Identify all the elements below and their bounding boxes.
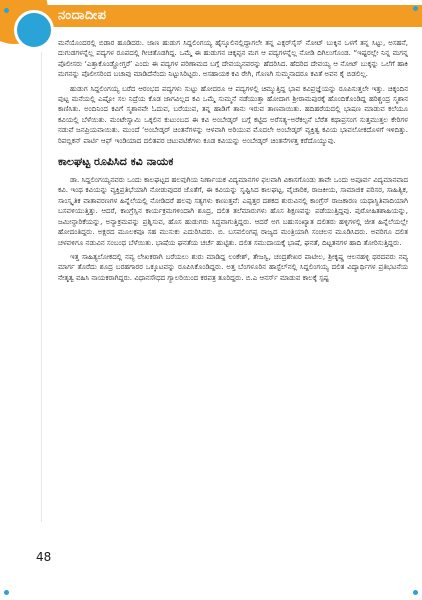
margin-rule — [41, 52, 42, 522]
accent-dot — [4, 8, 9, 13]
section-heading: ಕಾಲಘಟ್ಟ ರೂಪಿಸಿದ ಕವಿ ನಾಯಕ — [58, 155, 174, 169]
accent-dot — [413, 590, 418, 595]
body-paragraph: ಡಾ. ಸಿದ್ದಲಿಂಗಯ್ಯನವರು ಒಂದು ಕಾಲಘಟ್ಟದ ಹಲವುಗಿಯ ನಿರ್ಣಾಯಕ ವಿದ್ಯಮಾನಗಳ ಫಲವಾಗಿ ವಿಕಾಸಗೊಂಡು ತಾವೇ ಒಂದು ಅಪೂರ್ವ ವಿದ್ಯಮಾನವಾದ ಕವಿ. ಇಂಥ ಕವಿಯನ್ನು ವ್ಯಕ್ತಿಪ್ರತಿಭೆಯಾಗಿ ನೋಡುವುದರ ಜೊತೆಗೆ, ಈ ಕವಿಯನ್ನು ಸೃಷ್ಟಿಸಿದ ಕಾಲಘಟ್ಟ, ವೈಚಾರಿಕ, ರಾಜಕೀಯ, ಸಾಮಾಜಿಕ ಪರಿಸರ, ಸಾಹಿತ್ಯಿಕ, ಸಾಂಸ್ಕೃತಿಕ ವಾತಾವರಣಗಳ ಹಿನ್ನೆಲೆಯಲ್ಲಿ ನೋಡಿದರೆ ಹಲವು ಸತ್ಯಗಳು ಕಾಣುತ್ತವೆ: ಎಪ್ಪತ್ತರ ದಶಕದ ಶುರುವಿನಲ್ಲಿ ಕಾಂಗ್ರೆಸ್ ರಾಜಕಾರಣ ಯಥಾಸ್ಥಿತಿವಾದಿಯಾಗಿ ಬಸವಳಿಯುತ್ತಿತ್ತು. ಆದರೆ, ಕಾಂಗ್ರೆಸ್ಸಿನ ಕಾರ್ಯಕ್ರಮಗಳಿಂದಾಗಿ ಶೂದ್ರ, ದಲಿತ ತಲೆಮಾರುಗಳು ಹೊಸ ಶಿಕ್ಷಣವನ್ನು ಪಡೆಯುತ್ತಿದ್ದವು. ಪುರೋಹಿತಶಾಹಿಯನ್ನು, ಜಮೀನ್ದಾರಿಕೆಯನ್ನು, ಅನ್ಯಾಕ್ರಮವನ್ನು ಪ್ರಶ್ನಿಸುವ, ಹೊಸ ಹುಡುಗರು ಸಿದ್ಧವಾಗುತ್ತಿದ್ದರು. ಆದರೆ ಅಗ ಬಹುಸಂಖ್ಯಾತ ದಲಿತರು ಹಳ್ಳಿಗಳಲ್ಲಿ ಜೀತ ಹಿನ್ನೆಲೆಯಲ್ಲೇ ಹೋದಂತಿದ್ದರು. ಅಕ್ಷರದ ಮೂಲಕವೂ ಸಹ ಮುಸುಕು ಎದುರಿಸಿದರು. ಬಿ. ಬಸವಲಿಂಗಪ್ಪ ರಾಜ್ಯದ ಮಂತ್ರಿಯಾಗಿ ಸಂಚಲನ ಮೂಡಿಸಿದರು. ಅವರಿಗೂ ದಲಿತ ಚಳವಳಿಗೂ ನಡುವಿನ ಸಂಬಂಧ ಬೆಳೆಯಿತು. ಭಾಷೆಯ ಘನತೆಯ ಚರ್ಚೆ ಹುಟ್ಟಿತು. ದಲಿತ ಸಮುದಾಯಕ್ಕೆ ಭಾಷೆ, ಘನತೆ, ದಿಟ್ಟತನಗಳ ಹಾದಿ ತೋರಿಸುತ್ತಿದ್ದರು. — [58, 175, 408, 247]
body-paragraph: ಹುಡುಗ ಸಿದ್ದಲಿಂಗಯ್ಯ ಬರೆದ ಆರಂಭದ ಪದ್ಯಗಳು ಸುಟ್ಟು ಹೋದರೂ ಆ ಪದ್ಯಗಳಲ್ಲಿ ಚಿಮ್ಮುತ್ತಿದ್ದ ಭಾವ ಕವಿಪ್ರಜ್ಞೆಯನ್ನು ರೂಪಿಸುತ್ತಲೇ ಇತ್ತು. ಚಿಕ್ಕಂದಿನ ಪುಟ್ಟ ಮನೆಯಲ್ಲಿ ಎಷ್ಟೋ ಸಲ ನಿದ್ರೆಯ ಕೊಡ ಜಾಗವಿಲ್ಲದ ಕವಿ ಒಮ್ಮೆ ಸುಮ್ಮನೆ ನಡೆಯುತ್ತಾ ಹೋದಾಗ ಶ್ರೀರಾಮಪುರಕ್ಕೆ ಹೊಂದಿಕೊಂಡಿದ್ದ ಹರಿಶ್ಚಂದ್ರ ಸ್ಮಶಾನ ಕಾಣಿಸಿತು. ಅಂದಿನಿಂದ ಕವಿಗೆ ಸ್ಮಶಾನವೇ ಓದುವ, ಬರೆಯುವ, ತನ್ನ ಹಾಡಿಗೆ ತಾನು ಇರುವ ತಾಣವಾಯಿತು. ಹದಿಹರೆಯದಲ್ಲಿ ಭಾಷಣ ಮಾಡುವ ಕಲೆಯೂ ಕವಿಯಲ್ಲಿ ಬೆಳೆಯಿತು. ಮಂಟೇಸ್ವಾಮಿ ಒಕ್ಕಲಿನ ಕುಟುಂಬದ ಈ ಕವಿ ಅಂಬೇಡ್ಕರ್ ಬಗ್ಗೆ ಕಟ್ಟಿದ ಅರೆಸತ್ಯ–ಅರೆಕಲ್ಪನೆ ಬೆರೆತ ಕಥಾಪ್ರಸಂಗ ಸುತ್ತಮುತ್ತಲ ಕೇರಿಗಳ ನಡುವೆ ಜನಪ್ರಿಯವಾಯಿತು. ಮುಂದೆ ‘ಅಂಬೇಡ್ಕರ್ ಚಿಂತನೆಗಳನ್ನು ಆಳವಾಗಿ ಅರಿಯುವ ಮೊದಲೇ ಅಂಬೇಡ್ಕರ್ ವ್ಯಕ್ತಿತ್ವ ಕವಿಯ ಭಾವಲೋಕದೊಳಗೆ ಇಳಿದಿತ್ತು. ರಿಪಬ್ಲಿಕನ್ ಪಾರ್ಟಿ ಆಫ್ ಇಂಡಿಯಾದ ದಲಿತಪರ ಚಟುವಟಿಕೆಗಳು ಕೂಡ ಕವಿಯನ್ನು ಅಂಬೇಡ್ಕರ್ ಚಿಂತನೆಗಳತ್ತ ಕರೆದೊಯ್ಯುವು. — [58, 83, 408, 145]
blue-circle-decoration — [14, 10, 54, 50]
body-paragraph: ಇತ್ತ ಸಾಹಿತ್ಯಲೋಕದಲ್ಲಿ ನವ್ಯ ಲೇಖಕರಾಗಿ ಬರೆಯಲು ಶುರು ಮಾಡಿದ್ದ ಲಂಕೇಶ್, ತೇಜಸ್ವಿ, ಚಂದ್ರಶೇಖರ ಪಾಟೀಲ, ಶ್ರೀಕೃಷ್ಣ ಆಲನಹಳ್ಳಿ ಥರದವರು ನವ್ಯ ಮಾರ್ಗ ತೊರೆದು ಶೂದ್ರ ಬರಹಗಾರರ ಒಕ್ಕೂಟವನ್ನು ರೂಪಿಸಿಕೊಂಡಿದ್ದರು. ಅತ್ತ ಬೆಂಗಳೂರಿನ ಹಾಸ್ಟೆಲ್‌ನಲ್ಲಿ ಸಿದ್ದಲಿಂಗಯ್ಯ ದಲಿತ ವಿದ್ಯಾರ್ಥಿಗಳ ಪ್ರತಿಭಟನೆಯ ನೇತೃತ್ವ ವಹಿಸಿ ನಾಯಕರಾಗಿದ್ದರು. ವಿಧಾನಸೌಧದ ಗ್ಯಾಲರಿಯಿಂದ ಕರಪತ್ರ ತೂರಿದ್ದರು. ಬಿ.ಎ ಆನರ್ಸ್ ಮಾಡುವ ಕಾಲಕ್ಕೆ ಸ್ಪಷ್ಟ — [58, 251, 408, 282]
accent-dot — [413, 6, 418, 11]
page-number: 48 — [36, 550, 52, 564]
page-content — [58, 38, 408, 287]
accent-dot — [4, 590, 9, 595]
body-paragraph: ಮನೆಯೊಂದರಲ್ಲಿ ಬಿಡಾರ ಹೂಡಿದರು. ಜಾಣ ಹುಡುಗ ಸಿದ್ದಲಿಂಗಯ್ಯ ಹೈಸ್ಕೂಲಿನಲ್ಲಿದ್ದಾಗಲೇ ತನ್ನ ಎಕ್ಸರ್‌ಸೈಸ್ ನೋಟ್ ಬುಕ್ಕಿನ ಒಳಗೆ ತನ್ನ ಸಿಟ್ಟು, ಅಸಹನೆ, ದುಗುಡಗಳನ್ನೆಲ್ಲ ಪದ್ಯಗಳ ರೂಪದಲ್ಲಿ ಗೀಚತೊಡಗಿದ್ದ. ಒಮ್ಮೆ ಈ ಹುಡುಗನ ಚಿಕ್ಕಪ್ಪನ ಮಗ ಆ ಪದ್ಯಗಳನ್ನೆಲ್ಲ ನೋಡಿ ದಿಗಿಲುಗೊಂಡ. “ಇಷ್ಟರಲ್ಲೇ ನಿನ್ನ ಮಗನ್ನ ಪೊಲೀಸರು ‘ಎತ್ತಾಕೊಂಡ್ಹೋಗ್ತರೆ’ ಎಂದು ಈ ಪದ್ಯಗಳ ಪರಿಣಾಮದ ಬಗ್ಗೆ ದೇವಯ್ಯನವರನ್ನು ಹೆದರಿಸಿದ. ಹೆದರಿದ ದೇವಯ್ಯ ಆ ನೋಟ್ ಬುಕ್ಕನ್ನು ಒಲೆಗೆ ಹಾಕಿ ಮಗನನ್ನು ಪೊಲೀಸರಿಂದ ಬಚಾವು ಮಾಡಿದೆನೆಂದು ನಿಟ್ಟುಸಿರಿಟ್ಟರು. ಅಸಹಾಯಕ ಕವಿ ರೇಗಿ, ಗೊಣಗಿ ಸುಮ್ಮನಾದರೂ ಕವಿತೆ ಅವನ ಕೈ ಬಿಡಲಿಲ್ಲ. — [58, 38, 408, 79]
running-header-title: ನಂದಾದೀಪ — [58, 8, 107, 23]
